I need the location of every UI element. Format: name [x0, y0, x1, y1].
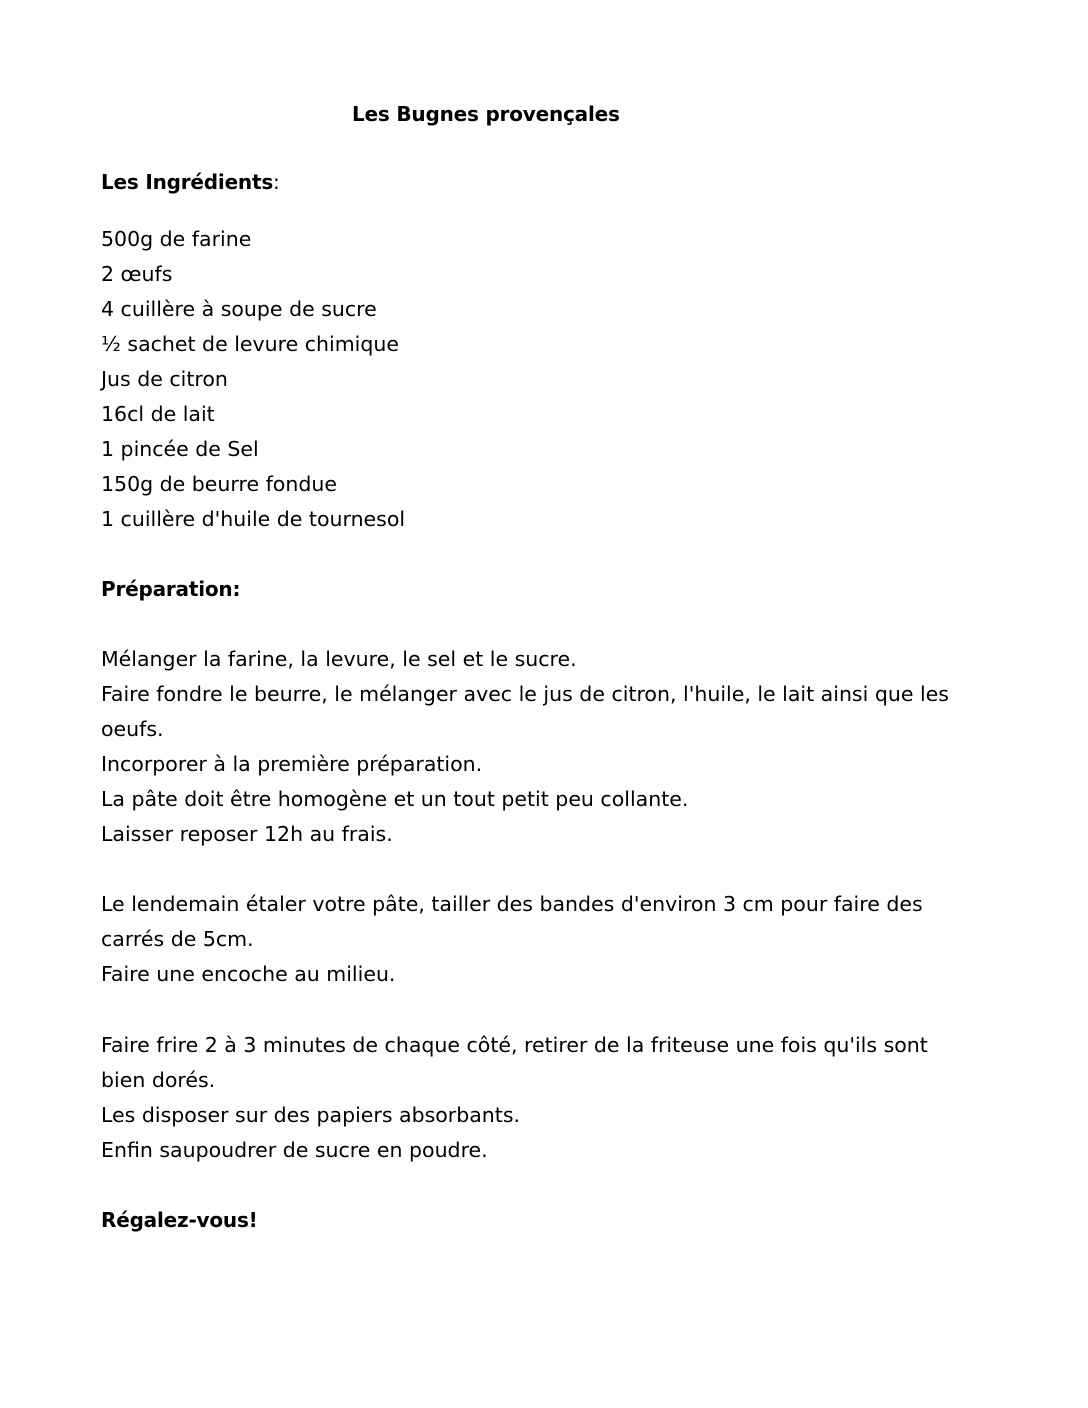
preparation-line: Enfin saupoudrer de sucre en poudre. — [101, 1138, 488, 1162]
ingredients-heading-text: Les Ingrédients — [101, 170, 274, 194]
preparation-line: oeufs. — [101, 717, 164, 741]
preparation-steps-3 — [101, 1028, 981, 1168]
closing-text: Régalez-vous! — [101, 1208, 258, 1232]
recipe-title: Les Bugnes provençales — [352, 102, 620, 126]
preparation-line: Les disposer sur des papiers absorbants. — [101, 1103, 521, 1127]
ingredients-heading-colon: : — [273, 170, 280, 194]
ingredient-item: 500g de farine — [101, 227, 252, 251]
ingredient-item: 1 pincée de Sel — [101, 437, 259, 461]
ingredient-item: 4 cuillère à soupe de sucre — [101, 297, 377, 321]
preparation-steps-1 — [101, 642, 981, 852]
preparation-line: carrés de 5cm. — [101, 927, 254, 951]
preparation-line: Incorporer à la première préparation. — [101, 752, 483, 776]
preparation-line: Faire fondre le beurre, le mélanger avec le jus de citron, l'huile, le lait ainsi que les — [101, 682, 949, 706]
ingredients-list — [101, 222, 981, 537]
ingredient-item: ½ sachet de levure chimique — [101, 332, 399, 356]
preparation-line: bien dorés. — [101, 1068, 216, 1092]
preparation-steps-2 — [101, 887, 981, 992]
ingredient-item: 2 œufs — [101, 262, 173, 286]
ingredient-item: 150g de beurre fondue — [101, 472, 337, 496]
preparation-line: Mélanger la farine, la levure, le sel et le sucre. — [101, 647, 577, 671]
ingredient-item: Jus de citron — [101, 367, 228, 391]
preparation-line: Laisser reposer 12h au frais. — [101, 822, 393, 846]
ingredient-item: 1 cuillère d'huile de tournesol — [101, 507, 406, 531]
preparation-line: Faire une encoche au milieu. — [101, 962, 396, 986]
preparation-line: Le lendemain étaler votre pâte, tailler des bandes d'environ 3 cm pour faire des — [101, 892, 923, 916]
ingredients-heading — [101, 170, 280, 194]
preparation-line: La pâte doit être homogène et un tout petit peu collante. — [101, 787, 689, 811]
preparation-line: Faire frire 2 à 3 minutes de chaque côté, retirer de la friteuse une fois qu'ils sont — [101, 1033, 928, 1057]
preparation-heading: Préparation: — [101, 577, 241, 601]
ingredient-item: 16cl de lait — [101, 402, 215, 426]
